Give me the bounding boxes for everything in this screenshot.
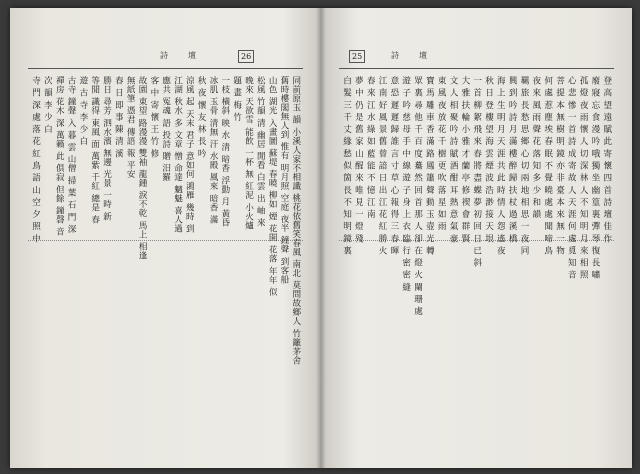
left-page bbox=[10, 8, 321, 468]
text-column: 孤 燈 夜 雨 懷 人 切 深 林 人 不 知 明 月 來 相 照 bbox=[578, 76, 589, 280]
text-column: 客 中 寄 懷 王 竹 修 bbox=[148, 76, 159, 158]
text-column: 無紙筆 憑君 傳語 報 平安 bbox=[125, 76, 136, 179]
page-number: 25 bbox=[349, 50, 365, 63]
text-column: 登 高 望 遠 賦 此 寄 懷 四 首 詩 壇 佳 作 bbox=[601, 76, 612, 243]
text-column: 禪房 花木 深 萬籟 此 俱寂 但餘 鐘磬 音 bbox=[54, 76, 65, 237]
text-column: 何 處 惹 塵 埃 春 眠 不 覺 曉 處 處 聞 啼 鳥 bbox=[542, 76, 553, 255]
text-column: 寺 門 深 處 落 花 紅 鳥 語 山 空 夕 照 中 bbox=[30, 76, 41, 243]
text-column: 文 人 相 聚 吟 詩 賦 酒 酣 耳 熱 意 氣 豪 bbox=[448, 76, 459, 243]
text-column: 江湖 秋水 多 文章 憎 命達 魑魅 喜人過 bbox=[172, 76, 183, 233]
text-column: 菩 提 本 無 樹 明 鏡 亦 非 臺 本 來 無 一 物 bbox=[554, 76, 565, 255]
text-columns bbox=[30, 76, 301, 442]
text-column: 羈 旅 長 愁 思 鄉 心 切 兩 地 相 思 一 夜 同 bbox=[519, 76, 530, 255]
text-column: 勝日 尋芳 泗水濱 無邊 光景 一時 新 bbox=[101, 76, 112, 221]
text-columns bbox=[341, 76, 612, 442]
text-column: 次 韻 李 少 白 bbox=[42, 76, 53, 134]
text-column: 舊時樓閣無人到 惟有 明月照 空庭 夜半 鐘聲 到客船 bbox=[278, 76, 289, 284]
text-column: 遊 古 寺 李 少 白 bbox=[77, 76, 88, 146]
text-column: 春 日 即 事 陳 清 溪 bbox=[113, 76, 124, 158]
book-spread bbox=[10, 8, 632, 468]
text-column: 松風 竹韻 清 幽居 閒看 白雲 出 岫 來 bbox=[255, 76, 266, 228]
text-column: 江 南 好 風 景 舊 曾 諳 日 出 江 花 紅 勝 火 bbox=[377, 76, 388, 255]
text-column: 心 悲 慘 一 首 詩 成 寄 故 人 天 涯 何 處 覓 知 音 bbox=[566, 76, 577, 280]
text-column: 白 髮 三 千 丈 緣 愁 似 箇 長 不 知 明 鏡 裏 bbox=[341, 76, 352, 255]
right-page bbox=[321, 8, 632, 468]
running-head: 詩 壇 bbox=[391, 51, 433, 60]
text-column: 古寺 鐘聲 入 暮 雲 山僧 掃 葉 石 門 深 bbox=[66, 76, 77, 234]
header-rule bbox=[28, 68, 303, 69]
text-column: 秋 夜 懷 友 林 長 吟 bbox=[196, 76, 207, 158]
text-column: 秋 日 登 樓 望 海 雲 煙 波 浩 渺 接 天 垠 bbox=[483, 76, 494, 243]
text-column: 涼風 起 天末 君子 意如何 鴻雁 幾時 到 bbox=[184, 76, 195, 233]
text-column: 大 雅 扶 輪 小 雅 才 蘭 亭 修 禊 會 群 賢 bbox=[459, 76, 470, 243]
text-column: 夜 來 風 雨 聲 花 落 知 多 少 和 韻 bbox=[530, 76, 541, 219]
page-number: 26 bbox=[238, 50, 254, 63]
text-column: 同前原玉 韻 小溪人家不相識 桃花依舊笑春風 南北 莫問故鄉人 竹籬茅舍 bbox=[290, 76, 301, 365]
text-column: 海 上 生 明 月 天 涯 共 此 時 情 人 怨 遙 夜 bbox=[495, 76, 506, 255]
text-column: 一 首 柳 絮 飛 來 春 將 盡 蝶 夢 初 回 日 已 斜 bbox=[471, 76, 482, 267]
header-rule bbox=[339, 68, 614, 69]
text-column: 春 來 江 水 綠 如 藍 能 不 憶 江 南 bbox=[365, 76, 376, 219]
text-column: 山色 湖光 入畫圖 蘇堤 春曉 柳如 煙 花開 花落 年年 似 bbox=[267, 76, 278, 297]
text-column: 題 畫 梅 竹 bbox=[231, 76, 242, 122]
text-column: 等閒 識得 東風 面 萬紫 千紅 總是 春 bbox=[89, 76, 100, 224]
text-column: 冰肌 玉骨 清無 汗 水殿 風來 暗香 滿 bbox=[208, 76, 219, 224]
text-column: 應共 冤魂 語 投詩 贈 汨羅 bbox=[160, 76, 171, 182]
text-column: 意 恐 遲 遲 歸 誰 言 寸 草 心 報 得 三 春 暉 bbox=[388, 76, 399, 255]
text-column: 夢 中 仍 是 舊 家 山 醒 來 唯 見 一 燈 殘 bbox=[353, 76, 364, 243]
text-column: 故園 東望 路漫漫 雙袖 龍鍾 淚不乾 馬上 相逢 bbox=[137, 76, 148, 260]
text-column: 寶 馬 雕 車 香 滿 路 鳳 簫 聲 動 玉 壺 光 轉 bbox=[424, 76, 435, 255]
text-column: 一枝 橫斜 映 水 清 暗香 浮動 月 黃昏 bbox=[219, 76, 230, 228]
running-head: 詩 壇 bbox=[160, 51, 202, 60]
text-column: 興 到 吟 詩 月 滿 樓 醉 歸 扶 杖 過 溪 橋 bbox=[507, 76, 518, 243]
text-column: 東 風 夜 放 花 千 樹 更 吹 落 星 如 雨 bbox=[436, 76, 447, 231]
text-column: 遊 子 吟 慈 母 手 中 線 遊 子 身 上 衣 臨 行 密 密 縫 bbox=[400, 76, 411, 292]
text-column: 眾 裏 尋 他 千 百 度 驀 然 回 首 那 人 卻 在 燈 火 闌 珊 處 bbox=[412, 76, 423, 316]
text-column: 晚來 天欲雪 能飲 一杯 無 紅泥 小火爐 bbox=[243, 76, 254, 230]
text-column: 廢 寢 忘 食 漫 吟 哦 獨 坐 幽 篁 裏 彈 琴 復 長 嘯 bbox=[589, 76, 600, 280]
